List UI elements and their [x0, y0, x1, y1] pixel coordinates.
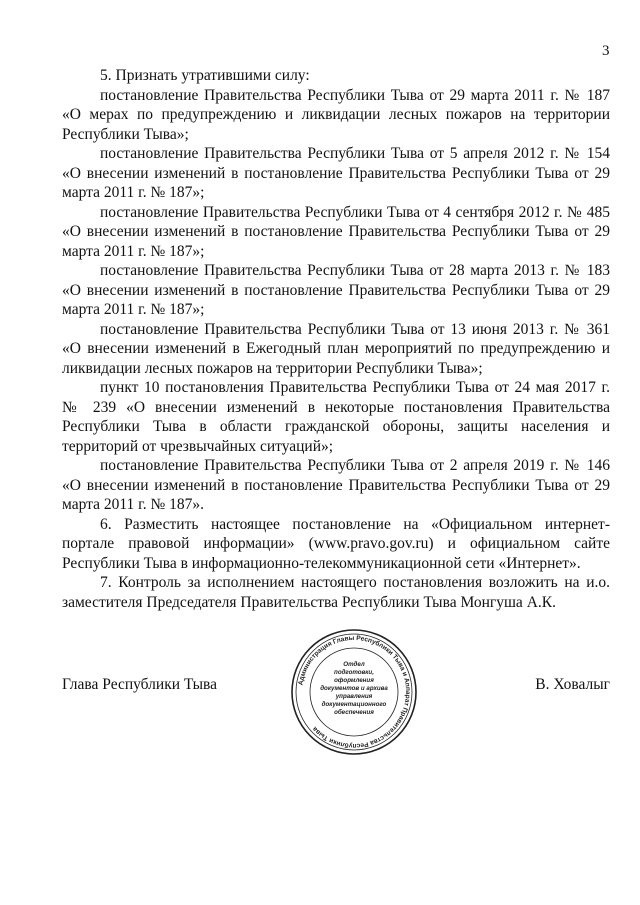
page-number: 3 — [602, 43, 610, 59]
paragraph: постановление Правительства Республики Тыва от 29 марта 2011 г. № 187 «О мерах по предупреждению и ликвидации лесных пожаров на территории Республики Тыва»; — [62, 86, 610, 143]
seal-inner-line: документационного — [321, 701, 387, 708]
seal-inner-line: подготовки, — [334, 669, 374, 676]
paragraph: 6. Разместить настоящее постановление на «Официальном интернет-портале правовой информации» (www.pravo.gov.ru) и официальном сайте Республики Тыва в информационно-телекоммуникационной сети «Интернет». — [62, 515, 610, 572]
seal-inner-line: оформления — [334, 677, 374, 684]
seal-inner-line: управления — [335, 693, 373, 700]
paragraph: постановление Правительства Республики Тыва от 28 марта 2013 г. № 183 «О внесении изменений в постановление Правительства Республики Тыва от 29 марта 2011 г. № 187»; — [62, 262, 610, 318]
paragraph: постановление Правительства Республики Тыва от 2 апреля 2019 г. № 146 «О внесении изменений в постановление Правительства Республики Тыва от 29 марта 2011 г. № 187». — [62, 457, 610, 513]
seal-outer-text: Администрация Главы Республики Тыва и Аппарат Правительства Республики Тыва — [297, 634, 412, 750]
paragraph: постановление Правительства Республики Тыва от 5 апреля 2012 г. № 154 «О внесении изменений в постановление Правительства Республики Тыва от 29 марта 2011 г. № 187»; — [62, 145, 610, 201]
seal-inner-line: Отдел — [343, 661, 365, 668]
signatory-name: В. Ховалыг — [535, 676, 610, 693]
official-seal — [290, 628, 418, 756]
paragraph: постановление Правительства Республики Тыва от 13 июня 2013 г. № 361 «О внесении изменений в Ежегодный план мероприятий по предупреждению и ликвидации лесных пожаров на территории Республики Тыва»; — [62, 320, 610, 377]
paragraph: 7. Контроль за исполнением настоящего постановления возложить на и.о. заместителя Председателя Правительства Республики Тыва Монгуша А.К. — [62, 574, 610, 611]
paragraph: 5. Признать утратившими силу: — [100, 67, 310, 84]
seal-inner-line: документов и архива — [320, 685, 388, 692]
paragraph: пункт 10 постановления Правительства Республики Тыва от 24 мая 2017 г. № 239 «О внесении изменений в некоторые постановления Правительства Республики Тыва в области гражданской обороны, защиты населения и территорий от чрезвычайных ситуаций»; — [62, 379, 610, 455]
paragraph: постановление Правительства Республики Тыва от 4 сентября 2012 г. № 485 «О внесении изменений в постановление Правительства Республики Тыва от 29 марта 2011 г. № 187»; — [62, 203, 610, 260]
seal-inner-line: обеспечения — [334, 709, 374, 716]
document-body — [62, 66, 610, 612]
signatory-position: Глава Республики Тыва — [62, 676, 218, 693]
